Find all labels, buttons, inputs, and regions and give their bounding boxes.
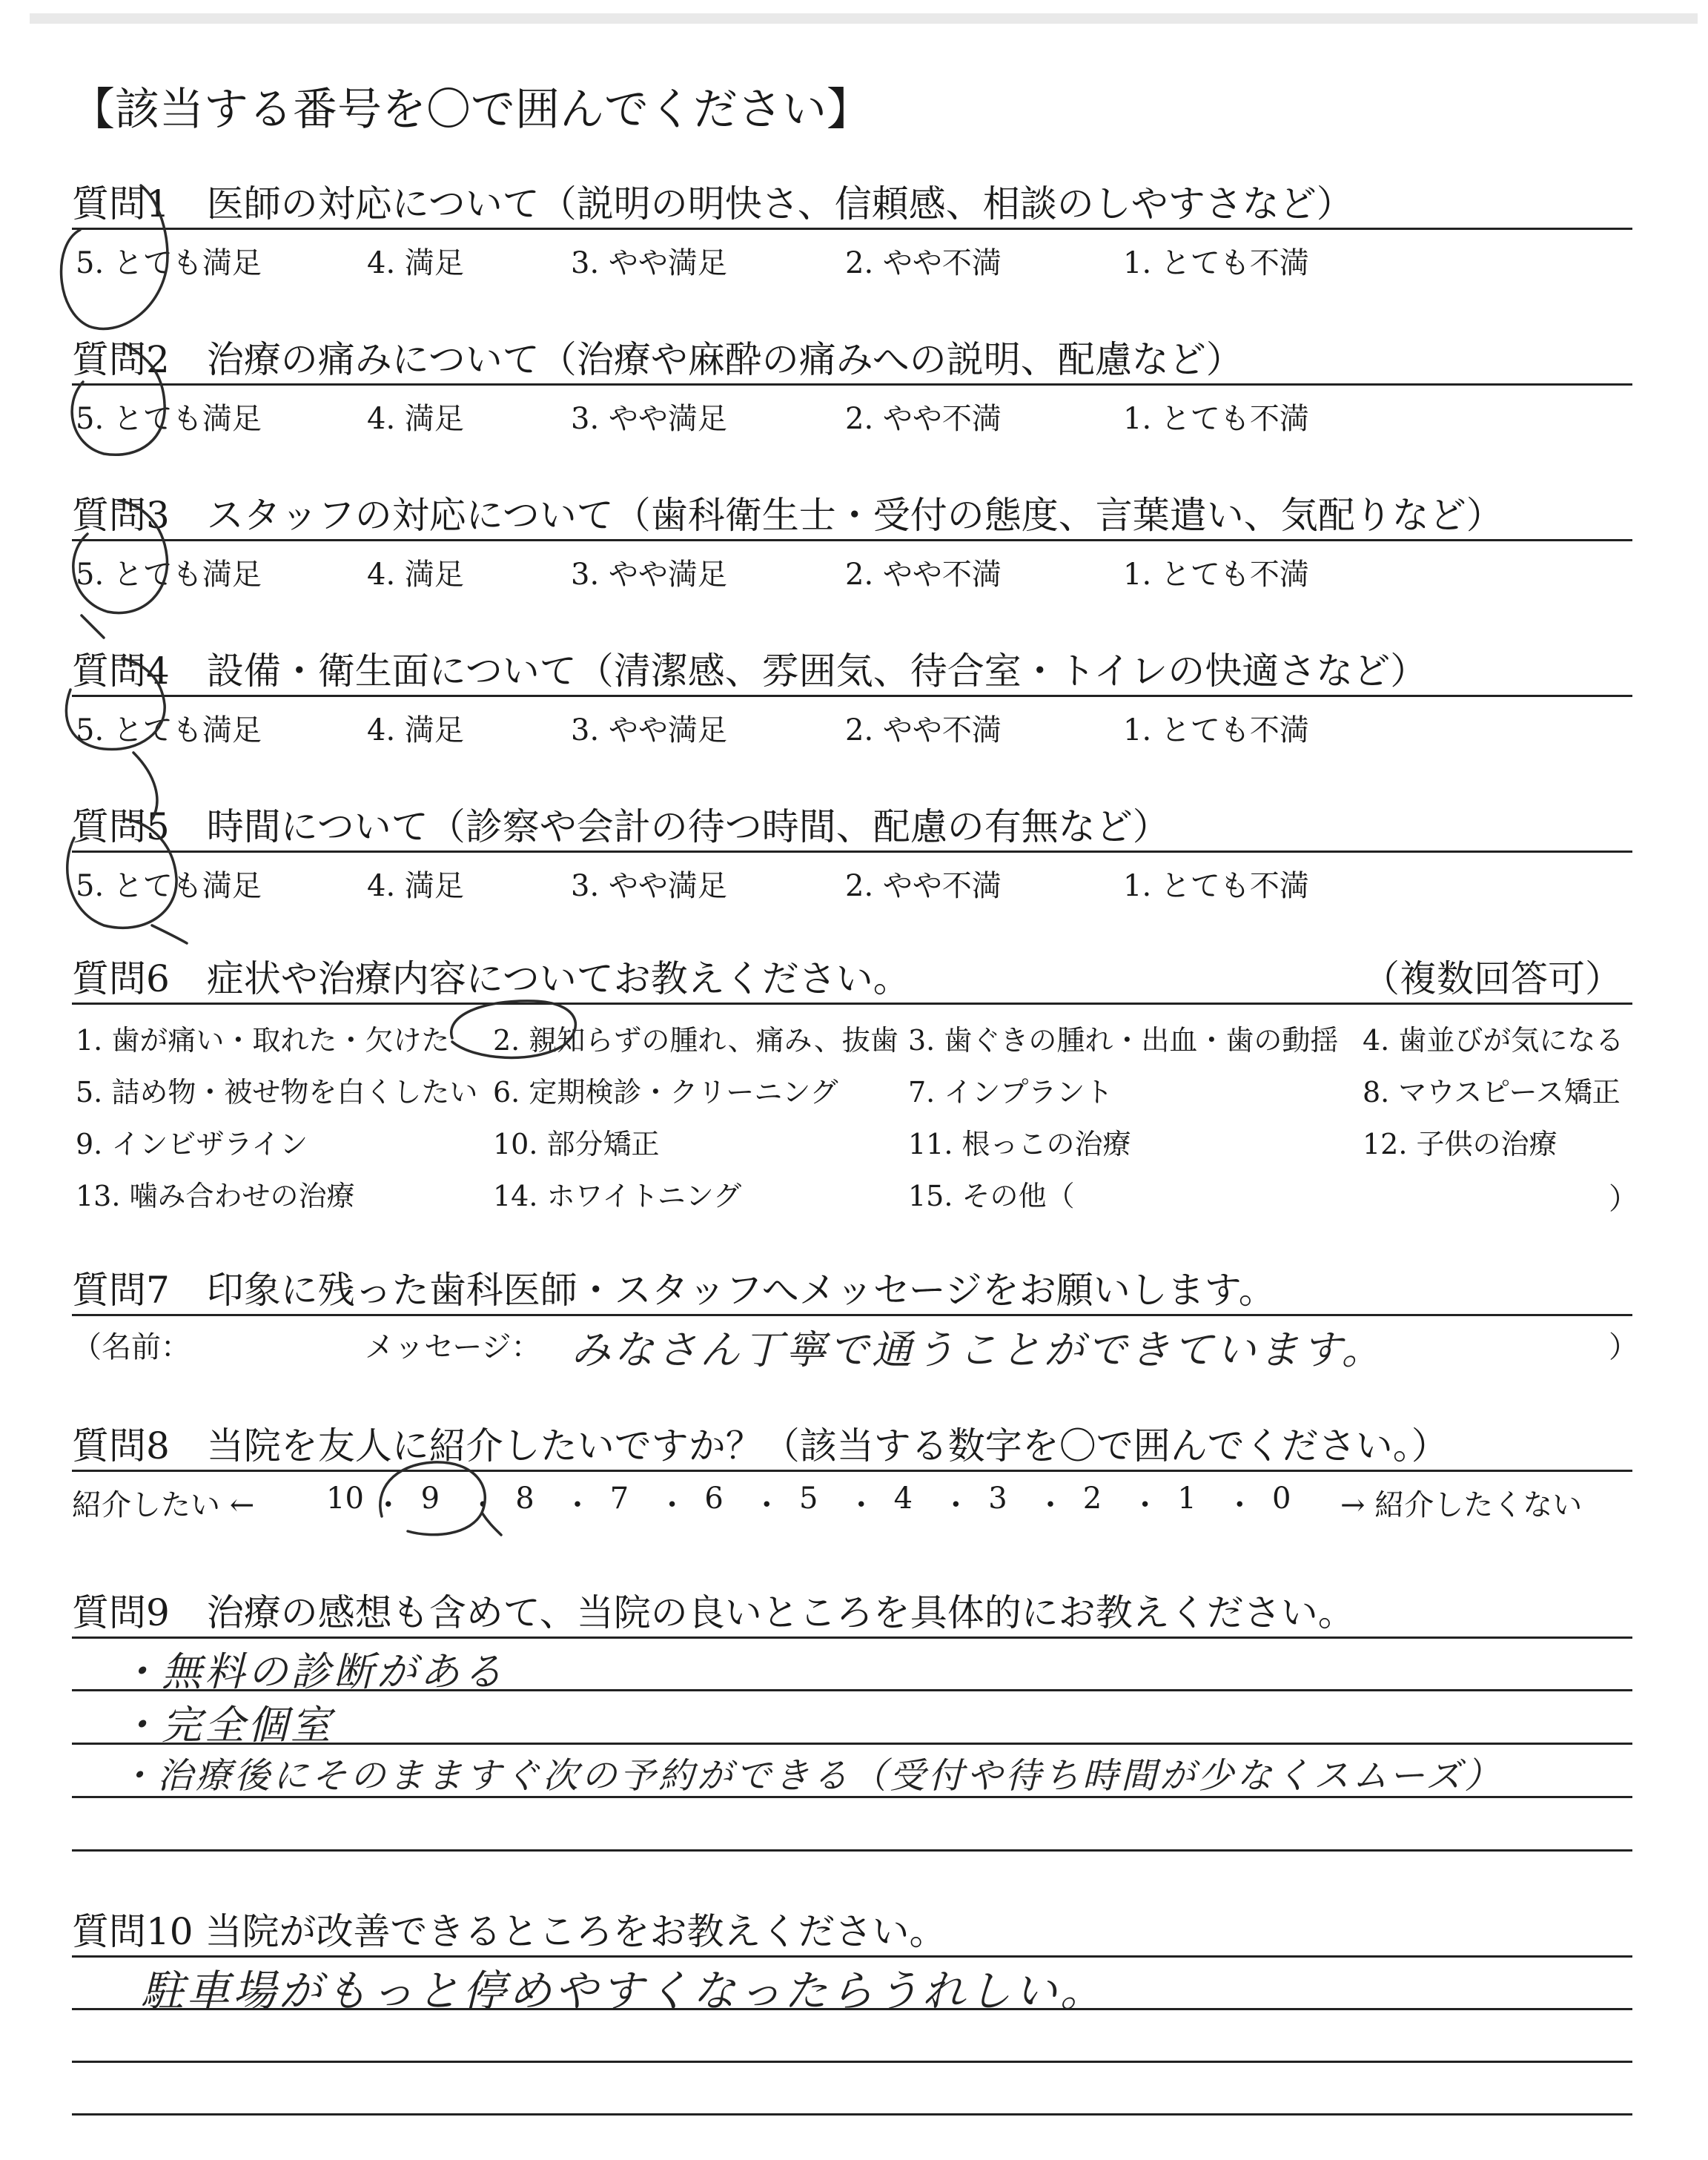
q6-option-12[interactable]: 12. 子供の治療 xyxy=(1363,1128,1558,1160)
q9-title: 質問9 治療の感想も含めて、当院の良いところを具体的にお教えください。 xyxy=(72,1591,1355,1634)
q1-option-5[interactable]: 5. とても満足 xyxy=(76,246,262,280)
q8-scale-2[interactable]: 2 xyxy=(1082,1482,1102,1516)
q6-option-9[interactable]: 9. インビザライン xyxy=(76,1128,308,1160)
q8-scale-dot: ・ xyxy=(752,1488,782,1522)
q3-option-1[interactable]: 1. とても不満 xyxy=(1123,558,1309,592)
q2-option-3[interactable]: 3. やや満足 xyxy=(571,402,727,436)
instruction-header: 【該当する番号を〇で囲んでください】 xyxy=(70,84,871,136)
q3-title: 質問3 スタッフの対応について（歯科衛生士・受付の態度、言葉遣い、気配りなど） xyxy=(72,494,1503,537)
q2-title: 質問2 治療の痛みについて（治療や麻酔の痛みへの説明、配慮など） xyxy=(72,338,1243,381)
q10-rule-3 xyxy=(72,2061,1632,2063)
q8-scale-dot: ・ xyxy=(1036,1488,1065,1522)
q5-option-5[interactable]: 5. とても満足 xyxy=(76,869,262,903)
q6-option-2[interactable]: 2. 親知らずの腫れ、痛み、抜歯 xyxy=(493,1024,898,1057)
q1-title: 質問1 医師の対応について（説明の明快さ、信頼感、相談のしやすさなど） xyxy=(72,182,1354,225)
q1-option-1[interactable]: 1. とても不満 xyxy=(1123,246,1309,280)
q8-scale-dot: ・ xyxy=(373,1488,403,1522)
q6-option-4[interactable]: 4. 歯並びが気になる xyxy=(1363,1024,1624,1057)
q2-option-2[interactable]: 2. やや不満 xyxy=(845,402,1002,436)
q5-option-4[interactable]: 4. 満足 xyxy=(367,869,464,903)
q2-option-4[interactable]: 4. 満足 xyxy=(367,402,464,436)
q5-title: 質問5 時間について（診察や会計の待つ時間、配慮の有無など） xyxy=(72,805,1170,848)
q8-scale-dot: ・ xyxy=(657,1488,687,1522)
q6-option-13[interactable]: 13. 噛み合わせの治療 xyxy=(76,1180,355,1212)
q7-message-handwriting: みなさん丁寧で通うことができています。 xyxy=(571,1327,1385,1373)
q8-scale-10[interactable]: 10 xyxy=(326,1482,364,1516)
q6-option-14[interactable]: 14. ホワイトニング xyxy=(493,1180,742,1212)
q6-title: 質問6 症状や治療内容についてお教えください。 xyxy=(72,957,910,1000)
q4-title: 質問4 設備・衛生面について（清潔感、雰囲気、待合室・トイレの快適さなど） xyxy=(72,650,1428,693)
q8-scale-3[interactable]: 3 xyxy=(988,1482,1007,1516)
q8-scale-1[interactable]: 1 xyxy=(1177,1482,1196,1516)
q8-left-label: 紹介したい ← xyxy=(72,1488,255,1522)
q3-option-4[interactable]: 4. 満足 xyxy=(367,558,464,592)
q7-message-label: メッセージ： xyxy=(365,1330,541,1364)
q8-scale-dot: ・ xyxy=(468,1488,498,1522)
q9-answer-1: ・無料の診断がある xyxy=(119,1648,506,1695)
q7-name-label: （名前： xyxy=(72,1330,191,1364)
q5-option-1[interactable]: 1. とても不満 xyxy=(1123,869,1309,903)
q6-other-close: ） xyxy=(1609,1182,1638,1216)
q8-scale-dot: ・ xyxy=(941,1488,971,1522)
q3-option-5[interactable]: 5. とても満足 xyxy=(76,558,262,592)
q1-option-4[interactable]: 4. 満足 xyxy=(367,246,464,280)
q8-scale-6[interactable]: 6 xyxy=(704,1482,724,1516)
q9-answer-3: ・治療後にそのまますぐ次の予約ができる（受付や待ち時間が少なくスムーズ） xyxy=(119,1755,1503,1797)
q2-option-5[interactable]: 5. とても満足 xyxy=(76,402,262,436)
q2-option-1[interactable]: 1. とても不満 xyxy=(1123,402,1309,436)
q9-rule-1 xyxy=(72,1636,1632,1639)
q5-option-3[interactable]: 3. やや満足 xyxy=(571,869,727,903)
q4-option-3[interactable]: 3. やや満足 xyxy=(571,713,727,747)
q6-option-11[interactable]: 11. 根っこの治療 xyxy=(908,1128,1131,1160)
q2-rule xyxy=(72,383,1632,386)
q8-title: 質問8 当院を友人に紹介したいですか？（該当する数字を〇で囲んでください。） xyxy=(72,1424,1449,1467)
q8-scale-5[interactable]: 5 xyxy=(799,1482,818,1516)
q8-scale-dot: ・ xyxy=(846,1488,876,1522)
q7-close: ） xyxy=(1609,1330,1638,1364)
q5-option-2[interactable]: 2. やや不満 xyxy=(845,869,1002,903)
q6-option-10[interactable]: 10. 部分矯正 xyxy=(493,1128,660,1160)
q10-rule-4 xyxy=(72,2113,1632,2116)
q8-right-label: → 紹介したくない xyxy=(1340,1488,1583,1522)
q8-rule xyxy=(72,1470,1632,1472)
q10-title: 質問10 当院が改善できるところをお教えください。 xyxy=(72,1910,947,1953)
q8-scale-7[interactable]: 7 xyxy=(609,1482,629,1516)
q4-option-5[interactable]: 5. とても満足 xyxy=(76,713,262,747)
q3-option-2[interactable]: 2. やや不満 xyxy=(845,558,1002,592)
q8-scale-9[interactable]: 9 xyxy=(420,1482,440,1516)
q10-answer-1: 駐車場がもっと停めやすくなったらうれしい。 xyxy=(141,1966,1107,2016)
q6-multi-note: （複数回答可） xyxy=(1363,957,1622,1000)
q7-title: 質問7 印象に残った歯科医師・スタッフへメッセージをお願いします。 xyxy=(72,1269,1276,1312)
q1-rule xyxy=(72,228,1632,230)
q6-option-7[interactable]: 7. インプラント xyxy=(908,1076,1113,1109)
q3-rule xyxy=(72,539,1632,541)
q7-rule xyxy=(72,1314,1632,1316)
q6-option-3[interactable]: 3. 歯ぐきの腫れ・出血・歯の動揺 xyxy=(908,1024,1339,1057)
q5-rule xyxy=(72,851,1632,853)
q6-option-8[interactable]: 8. マウスピース矯正 xyxy=(1363,1076,1621,1109)
scan-edge xyxy=(30,13,1698,24)
q6-option-15[interactable]: 15. その他（ xyxy=(908,1180,1075,1212)
q6-option-6[interactable]: 6. 定期検診・クリーニング xyxy=(493,1076,838,1109)
q9-rule-5 xyxy=(72,1849,1632,1852)
q1-option-2[interactable]: 2. やや不満 xyxy=(845,246,1002,280)
q1-option-3[interactable]: 3. やや満足 xyxy=(571,246,727,280)
q6-rule xyxy=(72,1003,1632,1005)
q8-scale-dot: ・ xyxy=(563,1488,592,1522)
q6-option-5[interactable]: 5. 詰め物・被せ物を白くしたい xyxy=(76,1076,478,1109)
q8-scale-dot: ・ xyxy=(1130,1488,1160,1522)
q9-answer-2: ・完全個室 xyxy=(119,1702,334,1748)
q4-option-2[interactable]: 2. やや不満 xyxy=(845,713,1002,747)
q4-rule xyxy=(72,695,1632,697)
q4-option-1[interactable]: 1. とても不満 xyxy=(1123,713,1309,747)
q8-scale-dot: ・ xyxy=(1225,1488,1255,1522)
q8-scale-8[interactable]: 8 xyxy=(515,1482,534,1516)
q6-option-1[interactable]: 1. 歯が痛い・取れた・欠けた xyxy=(76,1024,450,1057)
q4-option-4[interactable]: 4. 満足 xyxy=(367,713,464,747)
q8-scale-0[interactable]: 0 xyxy=(1272,1482,1291,1516)
q8-scale-4[interactable]: 4 xyxy=(893,1482,913,1516)
q3-option-3[interactable]: 3. やや満足 xyxy=(571,558,727,592)
